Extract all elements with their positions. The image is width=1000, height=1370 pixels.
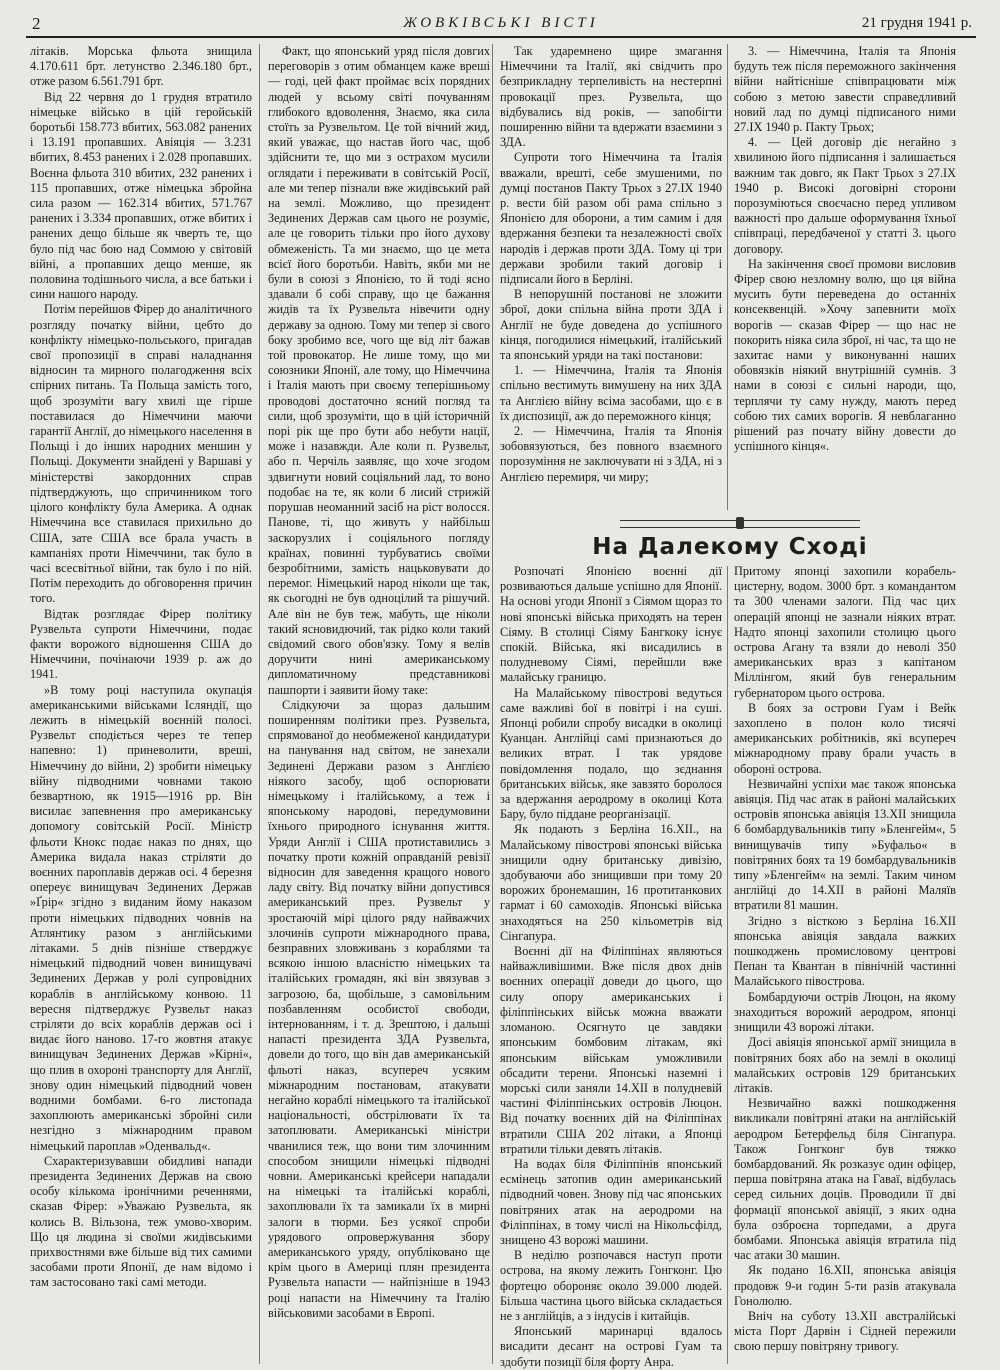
column-rule [727,566,728,1364]
paragraph: В боях за острови Гуам і Вейк захоплено в полон коло тисячі американських робітників, які всупереч міжнародному праву брали участь в обороні острова. [734,700,956,776]
paragraph: »В тому році наступила окупація американськими військами Ісляндії, що лежить в німецькій воєнній полосі. Рузвельт сподіється через те тепер напевно: 1) приневолити, вреші, Німеччину до війни, 2) зробити німецьку війну підводними човнами такою безвартною, як 1915—1916 рр. Він висилає запевнення про американську допомогу совітській Росії. Міністр фльоти Кнокс подає наказ по днях, що Америка видала наказ стріляти до воєнних пароплавів держав осі. 4 березня опереує винищувач Зединених Держав »Ґрір« згідно з виданим йому наказом проти німецьких підводних човнів на Атлянтику разом з англійськими літаками. 5 днів пізніше стверджує німецький підводний човен винищувачі Зединених Держав у ролі супровідних кораблів в англійському конвою. 11 вересня підтверджує Рузвельт наказ стріляти до всіх кораблів держав осі і видає його наново. 17-го жовтня атакує винищувач Зединених Держав »Кірні«, що плив в охороні транспорту для Англії, знову один німецький підводний човен водними бомбами. 6-го листопада захоплюють американські збройні сили незгідно з міжнародним правом німецький пароплав »Оденвальд«. [30,682,252,1153]
article-headline: На Далекому Сході [592,534,868,560]
far-east-column-2 [734,564,956,1358]
paragraph: 1. — Німеччина, Італія та Японія спільно вестимуть вимушену на них ЗДА та Англією війну всіма засобами, що є в їх диспозиції, аж до переможного кінця; [500,363,722,423]
paragraph: літаків. Морська фльота знищила 4.170.611 брт. летунство 2.346.180 брт., отже разом 6.561.791 брт. [30,44,252,89]
paragraph: В непорушній постанові не зложити зброї, доки спільна війна проти ЗДА і Англії не буде доведена до успішного кінця, погодилися німецький, італійський та японський уряди на такі постанови: [500,287,722,363]
article-column-4 [734,44,956,504]
paragraph: На водах біля Філіппінів японський есмінець затопив один американський підводний човен. Знову під час японських повітряних атак на аеродроми на Філіппінах, в тому числі на Нікольсфілд, знищено 43 ворожі машини. [500,1156,722,1247]
paragraph: Як подано 16.XII, японська авіяція продовж 9-и годин 5-ти разів атакувала Гонолюлю. [734,1263,956,1308]
paragraph: 4. — Цей договір діє негайно з хвилиною його підписання і залишається важним так довго, як Пакт Трьох з 27.IX 1940 р. Високі договірні сторони порозуміються своєчасно перед упливом важності про дальше оформування їхньої співпраці, передбаченої у статті 3. цього договору. [734,135,956,256]
column-rule [259,44,260,1364]
far-east-column-1 [500,564,722,1369]
paragraph: Незвичайні успіхи має також японська авіяція. Під час атак в районі малайських островів японська авіяція 13.XII знищила 6 бомбардувальників типу »Бленгейм«, 5 винищувачів типу »Буфальо« в повітряних боях та 19 бомбардувальників типу »Бленгейм« на землі. Таким чином англійці до 14.XII в районі Маляїв втратили 81 машин. [734,776,956,913]
paragraph: Згідно з вісткою з Берліна 16.XII японська авіяція завдала важких пошкоджень промисловому центрові Пепан та Квантан в північній частинні Малайського півострова. [734,913,956,989]
paragraph: Потім перейшов Фірер до аналітичного розгляду початку війни, цебто до конфлікту німецько-польського, пригадав свої пропозиції в справі наладнання відносин та мирного полагодження всіх спірних питань. Та Польща замість того, щоб зрозуміти вагу хвилі ще гірше поставилася до Німеччини маючи гарантії Англії, до німецького населення в Польщі і до інших народних меншин у Польщі. Документи знайдені у Варшаві у міністерстві закордонних справ підтверджують, що спричинником того цілого конфлікту була Америка. А однак Німеччина все ставилася прихильно до США, зате США все брала участь в кампаніях проти Німеччини, так було в часі всесвітньої війни, так було і по ній. Потім переходить до обговорення причин того. [30,302,252,606]
paragraph: 2. — Німеччина, Італія та Японія зобовязуються, без повного взаємного порозуміння не заключувати ні з ЗДА, ні з Англією перемиря, чи миру; [500,424,722,484]
paragraph: На закінчення своєї промови висловив Фірер свою незломну волю, що ця війна мусить бути переведена до останніх консеквенцій. »Хочу запевнити моїх ворогів — сказав Фірер — що нас не покорить ніяка сила зброї, ні час, та що не захитає нами у виконуванні наших обовязків ніякий внутрішній сумнів. З нами в союзі є сильні народи, що, терплячи ту саму нужду, мають перед собою тих самих ворогів. Я невблаганно рішений раз почату війну довести до успішного кінця«. [734,256,956,454]
page-number: 2 [32,14,41,33]
newspaper-title: ЖОВКІВСЬКІ ВІСТІ [403,15,599,31]
column-rule [727,44,728,510]
paragraph: На Малайському півострові ведуться саме важливі бої в повітрі і на суші. Японці робили спробу висадки в околиці Куанцан. Англійці самі признаються до великих втрат. І так урядове повідомлення подало, що зєднання британських військ, яке завзято боролося за вдержання аеродрому в околиці Кота Бару, було піддане реорганізації. [500,685,722,822]
paragraph: Досі авіяція японської армії знищила в повітряних боях або на землі в околиці малайських островів 129 британських літаків. [734,1035,956,1095]
paragraph: Розпочаті Японією воєнні дії розвиваються дальше успішно для Японії. На основі угоди Японії з Сіямом щораз то нові японські війська приходять на терен Сіяму. В столиці Сіяму Бангкоку існує спокій. Війська, які висадились в полудневому Сіямі, перейшли вже малайську границю. [500,564,722,685]
article-column-1 [30,44,252,1354]
paragraph: Притому японці захопили корабель-цистерну, водом. 3000 брт. з командантом та 300 членами залоги. Під час цих операцій японці не зазнали ніяких втрат. Надто японці захопили столицю цього острова Агану та взяли до неволі 350 американських враз з капітаном Міллінгом, який був генеральним губернатором цього острова. [734,564,956,700]
paragraph: В неділю розпочався наступ проти острова, на якому лежить Гонгконг. Цю фортецю обороняє около 39.000 людей. Більша частина цього війська складається не з англійців, а з індусів і китайців. [500,1248,722,1323]
paragraph: 3. — Німеччина, Італія та Японія будуть теж після переможного закінчення війни найтісніше співпрацювати між собою з метою завести справедливий новий лад по думці підписаного ними 27.IX 1940 р. Пакту Трьох; [734,44,956,135]
paragraph: Відтак розглядає Фірер політику Рузвельта супроти Німеччини, подає факти ворожого відношення США до Німеччини, почінаючи 1939 р. аж до 1941. [30,606,252,682]
paragraph: Вніч на суботу 13.XII австралійські міста Порт Дарвін і Сідней пережили свою першу повітряну тривогу. [734,1308,956,1354]
paragraph: Незвичайно важкі пошкодження викликали повітряні атаки на англійській аеродром Бетерфельд біля Сінгапура. Також Гонгконг був тяжко бомбардований. Як розказує один офіцер, перша повітряна атака на Гаваї, відбулась серед сильних доців. Проводили її дві формації японської авіяції, з яких одна була озброєна торпедами, а друга бомбами. Японська авіяція втратила під час атаки 30 машин. [734,1096,956,1263]
paragraph: Як подають з Берліна 16.XII., на Малайському півострові японські війська знищили одну британську дивізію, здобуваючи або знищивши при тому 20 ворожих бронемашин, 16 протитанкових гармат і 60 самоходів. Японські війська знаходяться на 250 кільометрів від Сінгапура. [500,822,722,943]
paragraph: Воєнні дії на Філіппінах являються найважливішими. Вже після двох днів воєнних операції доведи до цього, що силу опору американських і філіппінських військ можна вважати зломаною. Осягнуто це завдяки японським бомбовим літакам, які японським військам уможливили обсадити терени. Японські наземні і морські сили заняли 14.XII в полудневій частині Філіппінських островів Люцон. Від початку воєнних дій на Філіппінах втратили США 202 літаки, а Японці втратили тільки девять літаків. [500,944,722,1156]
paragraph: Факт, що японський уряд після довгих переговорів з отим обманцем каже вреші — годі, цей факт проймає всіх порядних людей у всьому світі почуванням глибокого вдоволення, Знаємо, яка сила стоїть за Рузвельтом. Це той вічний жид, який уважає, що настав його час, щоб здійснити те, що ми з острахом мусили оглядати і переживати в совітській Росії, але ми тепер пізнали вже жидівський рай на землі. Можливо, що президент Зединених Держав сам цього не розуміє, але це говорить тільки про його духову обмеженість. Та ми знаємо, що це мета всієї його боротьби. Навіть, якби ми не були в союзі з Японією, то й тоді ясно здавали б собі справу, що це бажання жидів та їх Рузвельта нівечити одну державу за одною. Тому ми тепер зі свого боку зробимо все, чого ще від літ бажав той провокатор. Не лише тому, що ми союзники Японії, але тому, що Німеччина і Італія мають при своєму теперішньому проводові достаточно ясний погляд та сили, щоб зрозуміти, що в цій історичній порі рік ще про бути або небути нації, може і назавжди. Але коли п. Рузвельт, або п. Черчіль заявляє, що хоче згодом здвигнути новий соціяльний лад, то воно подобає на те, як коли б лисий стрижій порушав неоманний засіб на ріст волосся. Панове, ті, що живуть у найбільш заскорузлих і соціяльного погляду країнах, повинні турбуватись своїми безробітними, замість нацьковувати до перемог. Німецький народ ніколи ще так, як сьогодні не був одноцілий та рішучий. Але він не був теж, мабуть, ще ніколи такий ясновидючий, так рідко коли такий свідомий свого обов'язку. Тому я велів доручити нині американському дипломатичному представникові пашпорти і заявити йому таке: [268,44,490,697]
masthead [26,14,976,38]
paragraph: Слідкуючи за щораз дальшим поширенням політики през. Рузвельта, спрямованої до необмеженої кандидатури на панування над світом, не занехали Зединені Держави разом з Англією ніякого засобу, щоб оспорювати німецькому і італійському, а теж і японському народові, передумовини їхнього природного існування життя. Уряди Англії і США протиставились з початку проти кожній оправданій ревізії відносин для заведення кращого нового ладу світу. Від початку війни допустився американський през. Рузвельт у зростаючій мірі цілого ряду найважчих злочинів супроти міжнародного права, безправних зловживань з кораблями та всякою іншою власністю німецьких та італійських громадян, які він звязував з загрозою, ба, щобільше, з самовільним позбавленням особистої свободи, інтернованням, і т. д. Зрештою, і дальші напасті президента ЗДА Рузвельта, довели до того, що він дав американській фльоті наказ, всупереч усяким міжнародним постановам, атакувати негайно кораблі німецького та італійської національності, обстрілювати їх та затоплювати. Американські міністри чванилися теж, що вони тим злочинним способом знищили німецькі підводні човни. Американські крейсери нападали на німецькі та італійські кораблі, захоплювали їх та замикали їх в мирні залоги в тюрми. Без усякої спроби урядового опровержування збору американського уряду, опубліковано ще крім цього в Америці плян президента Рузвельта напасти — найпізніше в 1943 році напасти на Німеччину та Італію військовими засобами в Европі. [268,697,490,1320]
section-divider [620,520,860,528]
column-rule [492,44,493,1364]
paragraph: Від 22 червня до 1 грудня втратило німецьке військо в цій геройській боротьбі 158.773 вбитих, 563.082 ранених і 13.191 пропавших. Авіяція — 3.231 вбитих, 8.453 ранених і 2.028 пропавших. Воєнна фльота 310 вбитих, 232 ранених і 115 пропавших, отже німецька збройна сила разом — 162.314 вбитих, 571.767 ранених і 3.334 пропавших, отже вбитих і ранених дещо більше як чверть те, що було під час бою над Соммою у світовій війні, а пропавших дещо менше, як половина тодішнього числа, а все батьки і сини нашого народу. [30,89,252,302]
article-column-2 [268,44,490,1366]
paragraph: Бомбардуючи острів Люцон, на якому знаходиться ворожий аеродром, японці знищили 43 ворожі літаки. [734,989,956,1035]
issue-date: 21 грудня 1941 р. [861,15,972,31]
article-column-3 [500,44,722,504]
divider-ornament [736,517,744,529]
paragraph: Так ударемнено щире змагання Німеччини та Італії, які свідчить про безприкладну терпеливість на нестерпні провокації през. Рузвельта, що відбувались від років, — запобігти поширенню війни та вдержати взаємини з ЗДА. [500,44,722,150]
paragraph: Схарактеризувавши обидливі напади президента Зединених Держав на свою особу кількома іронічними реченнями, сказав Фірер: »Уважаю Рузвельта, як колись В. Вільзона, теж умово-хворим. Що ця людина зі своїми жидівськими прихвостнями вже більше від тих самими засобами проти Японії, де нам відомо і там застосовано такі самі методи. [30,1153,252,1290]
paragraph: Японський маринарці вдалось висадити десант на острові Гуам та здобути позиції біля форту Анра. [500,1324,722,1369]
paragraph: Супроти того Німеччина та Італія вважали, врешті, себе змушеними, по думці постанов Пакту Трьох з 27.IX 1940 р. вести бій разом обі рама спільно з Японією для оборони, а тим самим і для вдержання безпеки та незалежності своїх народів і держав проти ЗДА. Тому ці три держави зробили такий договір і підписали його в Берліні. [500,150,722,287]
